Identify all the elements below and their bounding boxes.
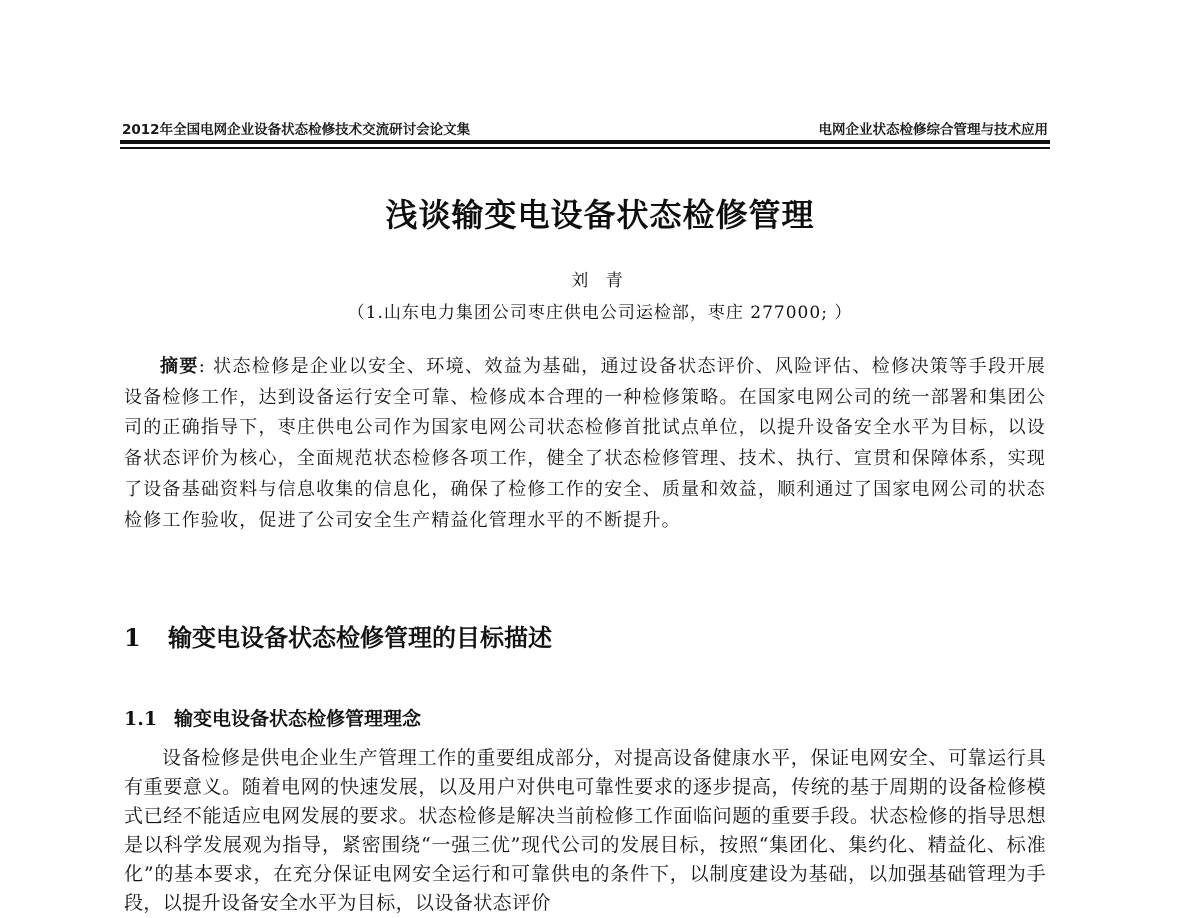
header-rule-thin xyxy=(120,147,1050,149)
abstract-text: : 状态检修是企业以安全、环境、效益为基础，通过设备状态评价、风险评估、检修决策等手段开展设备检修工作，达到设备运行安全可靠、检修成本合理的一种检修策略。在国家电网公司的统一部署和集团公司的正确指导下，枣庄供电公司作为国家电网公司状态检修首批试点单位，以提升设备安全水平为目标，以设备状态评价为核心，全面规范状态检修各项工作，健全了状态检修管理、技术、执行、宣贯和保障体系，实现了设备基础资料与信息收集的信息化，确保了检修工作的安全、质量和效益，顺利通过了国家电网公司的状态检修工作验收，促进了公司安全生产精益化管理水平的不断提升。 xyxy=(124,356,1046,531)
subsection-title: 输变电设备状态检修管理理念 xyxy=(174,708,422,730)
running-header xyxy=(122,116,1048,138)
abstract-label: 摘要 xyxy=(160,356,199,377)
header-section-title: 电网企业状态检修综合管理与技术应用 xyxy=(818,122,1048,138)
paper-title: 浅谈输变电设备状态检修管理 xyxy=(385,196,815,234)
section-heading xyxy=(124,618,552,653)
author-name: 刘 青 xyxy=(571,271,629,291)
body-paragraph: 设备检修是供电企业生产管理工作的重要组成部分，对提高设备健康水平，保证电网安全、可靠运行具有重要意义。随着电网的快速发展，以及用户对供电可靠性要求的逐步提高，传统的基于周期的设备检修模式已经不能适应电网发展的要求。状态检修是解决当前检修工作面临问题的重要手段。状态检修的指导思想是以科学发展观为指导，紧密围绕“一强三优”现代公司的发展目标，按照“集团化、集约化、精益化、标准化”的基本要求，在充分保证电网安全运行和可靠供电的条件下，以制度建设为基础，以加强基础管理为手段，以提升设备安全水平为目标，以设备状态评价 xyxy=(124,747,1046,914)
header-rule-thick xyxy=(120,140,1050,144)
subsection-number: 1.1 xyxy=(124,708,158,730)
header-proceedings-title: 2012年全国电网企业设备状态检修技术交流研讨会论文集 xyxy=(122,122,471,138)
section-number: 1 xyxy=(124,623,141,652)
abstract xyxy=(124,352,1046,536)
author-affiliation: （1.山东电力集团公司枣庄供电公司运检部，枣庄 277000; ） xyxy=(347,303,853,323)
section-title: 输变电设备状态检修管理的目标描述 xyxy=(168,624,552,652)
subsection-heading xyxy=(124,704,421,731)
